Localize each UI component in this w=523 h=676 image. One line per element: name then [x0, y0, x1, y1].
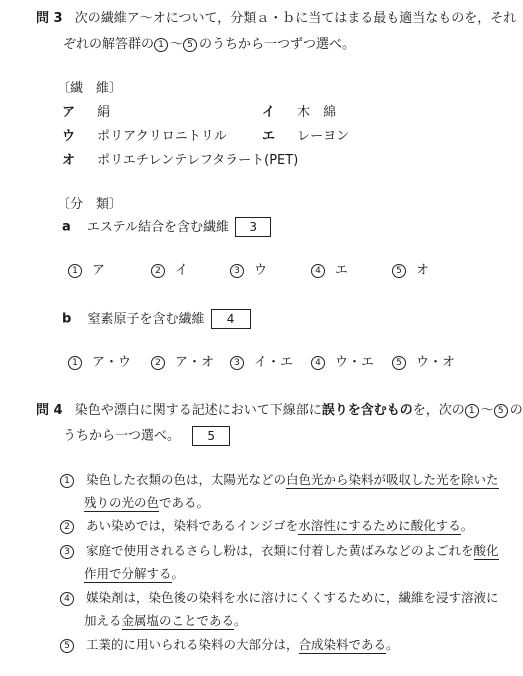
- choice-number-icon: 2: [151, 264, 165, 278]
- q4-stem-tilde: ～: [480, 403, 494, 418]
- option-text: 。: [234, 613, 247, 628]
- choice-number-icon: 1: [68, 356, 82, 370]
- fiber-name: ポリアクリロニトリル: [97, 129, 227, 144]
- choice-b-4[interactable]: [311, 354, 374, 372]
- underlined-text: 合成染料である: [298, 637, 387, 652]
- choice-number-icon: 4: [60, 592, 74, 606]
- choice-text: ウ・オ: [416, 355, 456, 370]
- choice-number-icon: 3: [230, 356, 244, 370]
- option-text: あい染めでは，染料であるインジゴを: [85, 518, 299, 533]
- class-b-key: b: [62, 311, 72, 327]
- q3-stem-line2-post: のうちから一つずつ選べ。: [199, 37, 356, 52]
- class-b-text: 窒素原子を含む繊維: [87, 311, 205, 327]
- fiber-name: ポリエチレンテレフタラート(PET): [97, 153, 299, 168]
- fiber-key: ウ: [62, 129, 76, 144]
- q4-stem-post: を，次の: [412, 403, 465, 418]
- underlined-text: 金属塩のことである: [121, 613, 235, 628]
- fiber-item: [262, 104, 336, 122]
- q4-option-5[interactable]: [60, 636, 399, 654]
- q4-option-1-line2: [84, 494, 209, 512]
- class-a-key: a: [62, 219, 71, 235]
- choice-text: ア: [92, 263, 106, 278]
- choice-number-icon: 3: [230, 264, 244, 278]
- choice-number-icon: 4: [311, 264, 325, 278]
- underlined-text: 残りの光の色: [84, 495, 160, 510]
- choice-number-icon: 1: [465, 404, 479, 418]
- option-text: 家庭で使用されるさらし粉は，衣類に付着した黄ばみなどのよごれを: [85, 543, 474, 558]
- fiber-item: [62, 152, 298, 170]
- choice-number-icon: 3: [60, 545, 74, 559]
- option-text: 媒染剤は，染色後の染料を水に溶けにくくするために，繊維を浸す溶液に: [85, 590, 499, 605]
- choice-a-1[interactable]: [68, 262, 105, 280]
- choice-b-2[interactable]: [151, 354, 214, 372]
- choice-number-icon: 5: [392, 264, 406, 278]
- option-text: 加える: [84, 613, 122, 628]
- choice-text: ア・オ: [175, 355, 215, 370]
- q3-stem-line2-tilde: ～: [170, 37, 184, 52]
- option-text: 。: [386, 637, 399, 652]
- fiber-item: [62, 128, 227, 146]
- choice-number-icon: 5: [183, 38, 197, 52]
- answer-box-3[interactable]: 3: [235, 217, 271, 237]
- fiber-key: イ: [262, 105, 276, 120]
- fiber-item: [262, 128, 349, 146]
- option-text: 。: [171, 566, 185, 581]
- q4-option-4[interactable]: [60, 589, 499, 607]
- choice-a-3[interactable]: [230, 262, 267, 280]
- choice-number-icon: 1: [68, 264, 82, 278]
- choice-b-5[interactable]: [392, 354, 455, 372]
- choice-text: オ: [416, 263, 430, 278]
- fibers-header: 〔繊 維〕: [57, 81, 123, 96]
- q3-stem-line2-pre: ぞれの解答群の: [63, 37, 155, 52]
- q3-label: 問 3: [36, 11, 63, 26]
- choice-number-icon: 5: [60, 639, 74, 653]
- choice-number-icon: 1: [60, 474, 74, 488]
- q3-stem-line2: [63, 36, 355, 54]
- choice-text: エ: [335, 263, 349, 278]
- q4-option-3[interactable]: [60, 542, 499, 560]
- choice-number-icon: 2: [151, 356, 165, 370]
- underlined-text: 作用で分解する: [84, 566, 172, 581]
- q4-stem-line2: [63, 426, 230, 446]
- option-text: 工業的に用いられる染料の大部分は，: [85, 637, 299, 652]
- choice-text: イ・エ: [254, 355, 294, 370]
- choice-text: ウ: [254, 263, 268, 278]
- choice-text: ウ・エ: [335, 355, 375, 370]
- underlined-text: 水溶性にするために酸化する: [298, 518, 461, 533]
- q3-stem-text: 次の繊維ア～オについて，分類ａ・ｂに当てはまる最も適当なものを，それ: [74, 11, 517, 26]
- choice-number-icon: 5: [392, 356, 406, 370]
- fiber-key: エ: [262, 129, 276, 144]
- choice-number-icon: 5: [494, 404, 508, 418]
- option-text: 染色した衣類の色は，太陽光などの: [85, 472, 286, 487]
- q3-stem-line1: [36, 10, 516, 28]
- class-header: 〔分 類〕: [57, 197, 123, 212]
- underlined-text: 酸化: [473, 543, 499, 558]
- fiber-name: 絹: [97, 105, 111, 120]
- choice-a-5[interactable]: [392, 262, 429, 280]
- q4-option-3-line2: [84, 565, 184, 583]
- class-b-line: [62, 309, 251, 329]
- choice-b-1[interactable]: [68, 354, 131, 372]
- class-a-text: エステル結合を含む繊維: [86, 219, 230, 235]
- q4-label: 問 4: [36, 403, 63, 418]
- choice-number-icon: 4: [311, 356, 325, 370]
- answer-box-4[interactable]: 4: [211, 309, 251, 329]
- choice-text: イ: [175, 263, 189, 278]
- option-text: 。: [460, 518, 474, 533]
- q4-stem-emphasis: 誤りを含むもの: [321, 403, 413, 418]
- answer-box-5[interactable]: 5: [192, 426, 230, 446]
- q4-stem-pre: 染色や漂白に関する記述において下線部に: [74, 403, 322, 418]
- q4-stem-line2-text: うちから一つ選べ。: [63, 428, 181, 444]
- choice-a-2[interactable]: [151, 262, 188, 280]
- fiber-key: オ: [62, 153, 76, 168]
- class-a-line: [62, 217, 271, 237]
- q4-option-4-line2: [84, 612, 247, 630]
- fiber-key: ア: [62, 105, 76, 120]
- choice-b-3[interactable]: [230, 354, 293, 372]
- q4-option-1[interactable]: [60, 471, 499, 489]
- choice-text: ア・ウ: [92, 355, 132, 370]
- fiber-name: 木 綿: [297, 105, 337, 120]
- option-text: である。: [159, 495, 210, 510]
- q4-stem-post2: の: [509, 403, 523, 418]
- choice-number-icon: 1: [154, 38, 168, 52]
- fiber-item: [62, 104, 110, 122]
- choice-a-4[interactable]: [311, 262, 348, 280]
- choice-number-icon: 2: [60, 520, 74, 534]
- fiber-name: レーヨン: [297, 129, 350, 144]
- q4-stem-line1: [36, 402, 523, 420]
- underlined-text: 白色光から染料が吸収した光を除いた: [286, 472, 499, 487]
- q4-option-2[interactable]: [60, 517, 473, 535]
